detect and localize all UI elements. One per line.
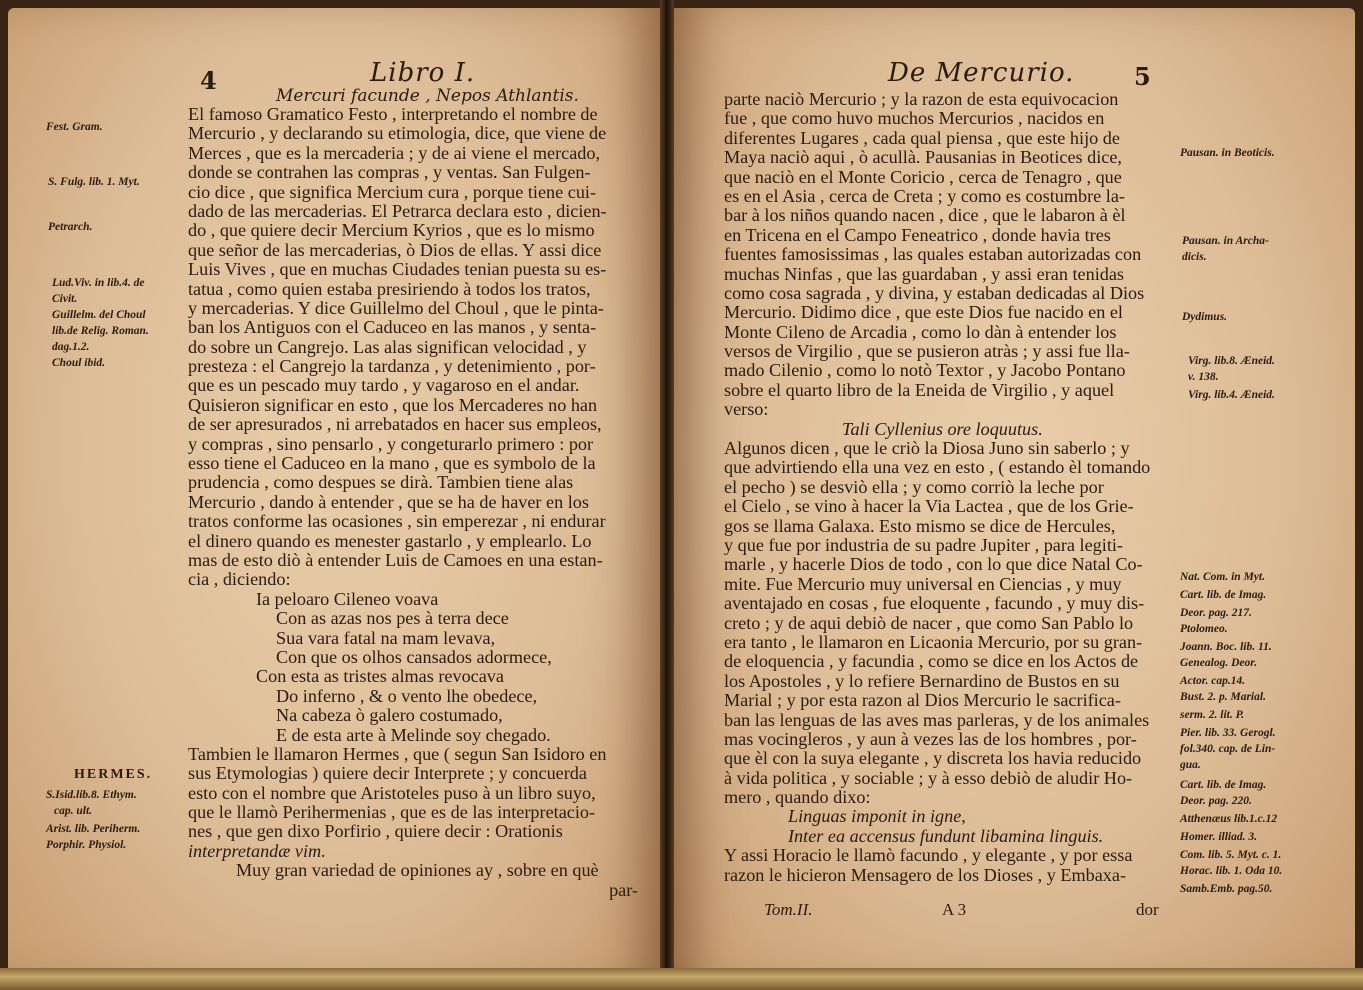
margin-note: Ptolomeo.	[1180, 623, 1228, 635]
margin-note: Genealog. Deor.	[1180, 657, 1257, 669]
text-line: bar à los niños quando nacen , dice , que le labaron à èl	[724, 205, 1126, 226]
verse-line: Tali Cyllenius ore loquutus.	[842, 418, 1043, 439]
text-line: razon le hicieron Mensagero de los Dioses , y Embaxa-	[724, 864, 1127, 885]
page-edge	[0, 968, 1363, 990]
verse-line: Do inferno , & o vento lhe obedece,	[276, 685, 538, 706]
verse-line: Na cabeza ò galero costumado,	[276, 705, 503, 726]
verse-line: Con esta as tristes almas revocava	[256, 666, 504, 687]
text-line: El famoso Gramatico Festo , interpretando el nombre de	[188, 104, 598, 124]
signature-mark: A 3	[942, 900, 967, 919]
section-heading: Mercuri facunde , Nepos Athlantis.	[276, 86, 579, 106]
text-line: sobre el quarto libro de la Eneida de Virgilio , y aquel	[724, 379, 1115, 400]
margin-heading: HERMES.	[74, 767, 153, 782]
catchword: par-	[609, 879, 638, 900]
verse-line: Sua vara fatal na mam levava,	[276, 627, 496, 648]
margin-note: Arist. lib. Periherm.	[46, 823, 141, 835]
margin-note: Atthenæus lib.1.c.12	[1180, 813, 1278, 825]
text-line: tatua , como quien estaba presiriendo à todos los tratos,	[188, 278, 591, 299]
text-line: ban los Antiguos con el Caduceo en las manos , y senta-	[188, 317, 597, 338]
margin-note: S. Fulg. lib. 1. Myt.	[48, 176, 140, 188]
text-line: que señor de las mercaderias, ò Dios de ellas. Y assi dice	[188, 239, 602, 260]
text-line: cia , diciendo:	[188, 569, 291, 590]
text-line: aventajado en cosas , fue eloquente , facundo , y muy dis-	[724, 593, 1145, 614]
text-line: creto ; y de aqui debiò de nacer , que como San Pablo lo	[724, 612, 1134, 633]
margin-note: S.Isid.lib.8. Ethym.	[46, 789, 137, 801]
margin-note: Dydimus.	[1182, 311, 1228, 323]
text-line: Luis Vives , que en muchas Ciudades tenian puesta su es-	[188, 259, 607, 280]
text-line: do sobre un Cangrejo. Las alas significan velocidad , y	[188, 336, 587, 357]
volume-label: Tom.II.	[764, 900, 813, 919]
text-line: mero , quando dixo:	[724, 787, 871, 808]
text-line: mado Cilenio , como lo notò Textor , y Jacobo Pontano	[724, 360, 1126, 381]
text-line: do , que quiere decir Mercium Kyrios , que es lo mismo	[188, 220, 595, 241]
text-line: tratos conforme las ocasiones , sin emperezar , ni endurar	[188, 511, 606, 532]
text-line: mas vocingleros , y aun à vezes las de los hombres , por-	[724, 728, 1137, 749]
margin-note: dicis.	[1182, 251, 1207, 263]
text-line: que es un pescado muy tardo , y vagaroso en el andar.	[188, 375, 580, 396]
margin-note: Virg. lib.4. Æneid.	[1188, 389, 1275, 401]
text-line: mas de esto diò à entender Luis de Camoes en una estan-	[188, 549, 603, 570]
text-line: Monte Cileno de Arcadia , como lo dàn à entender los	[724, 321, 1117, 342]
text-line: cio dice , que significa Mercium cura , porque tiene cui-	[188, 181, 597, 202]
text-line: Y assi Horacio le llamò facundo , y elegante , y por essa	[724, 845, 1133, 866]
margin-note: Guillelm. del Choul	[52, 309, 146, 321]
text-line: en Tricena en el Campo Feneatrico , donde havia tres	[724, 224, 1111, 245]
margin-note: Homer. illiad. 3.	[1180, 831, 1257, 843]
text-line: que èl con la suya elegante , y discreta los havia reducido	[724, 748, 1142, 769]
margin-note: Pausan. in Archa-	[1182, 235, 1269, 247]
margin-note: cap. ult.	[54, 805, 93, 817]
margin-note: Choul ibid.	[52, 357, 106, 369]
margin-note: Porphir. Physiol.	[46, 839, 127, 851]
verse-line: Con que os olhos cansados adormece,	[276, 646, 552, 667]
text-line: donde se contrahen las compras , y ventas. San Fulgen-	[188, 162, 591, 183]
text-line: fue , que como huvo muchos Mercurios , nacidos en	[724, 108, 1105, 129]
page-number: 4	[200, 66, 217, 95]
text-line: Merces , que es la mercaderia ; y de ai viene el mercado,	[188, 142, 601, 163]
text-line: ban las lenguas de las aves mas parleras, y de los animales	[724, 709, 1150, 730]
book-gutter	[660, 0, 674, 990]
text-line: prudencia , como despues se dirà. Tambien tiene alas	[188, 472, 574, 493]
text-line: Marial ; y por esta razon al Dios Mercurio le sacrifica-	[724, 690, 1121, 711]
right-page	[670, 8, 1355, 980]
text-line: Muy gran variedad de opiniones ay , sobre en què	[236, 860, 599, 881]
margin-note: Deor. pag. 220.	[1180, 795, 1252, 807]
text-line: parte naciò Mercurio ; y la razon de esta equivocacion	[724, 89, 1119, 109]
text-line: diferentes Lugares , cada qual piensa , que este hijo de	[724, 127, 1120, 148]
text-line: es en el Asia , cerca de Creta ; y como es costumbre la-	[724, 185, 1125, 206]
margin-note: Deor. pag. 217.	[1180, 607, 1252, 619]
margin-note: Pausan. in Beoticis.	[1180, 147, 1275, 159]
text-line: que le llamò Perihermenias , que es de las interpretacio-	[188, 802, 596, 823]
text-line: verso:	[724, 399, 769, 420]
text-line: el pecho ) se desviò ella ; y como corriò la leche por	[724, 476, 1104, 497]
margin-note: Com. lib. 5. Myt. c. 1.	[1180, 849, 1282, 861]
margin-note: Cart. lib. de Imag.	[1180, 779, 1267, 791]
margin-note: Lud.Viv. in lib.4. de	[52, 277, 145, 289]
verse-line: E de esta arte à Melinde soy chegado.	[276, 724, 551, 745]
text-line: sus Etymologias ) quiere decir Interprete ; y concuerda	[188, 763, 587, 784]
margin-note: Joann. Boc. lib. 11.	[1180, 641, 1272, 653]
text-line: Algunos dicen , que le criò la Diosa Juno sin saberlo ; y	[724, 438, 1130, 459]
margin-note: Samb.Emb. pag.50.	[1180, 883, 1273, 895]
text-line: y mercaderias. Y dice Guillelmo del Choul , que le pinta-	[188, 297, 604, 318]
text-line: los Apostoles , y lo refiere Bernardino de Bustos en su	[724, 670, 1120, 691]
margin-note: Civit.	[52, 293, 78, 305]
verse-line: Inter ea accensus fundunt libamina linguis.	[788, 825, 1104, 846]
text-line: de ser apresurados , ni arrebatados en hacer sus empleos,	[188, 414, 602, 435]
margin-note: dag.1.2.	[52, 341, 90, 353]
text-line: esso tiene el Caduceo en la mano , que es symbolo de la	[188, 453, 596, 474]
page-number: 5	[1134, 62, 1151, 91]
verse-line: Ia peloaro Cileneo voava	[256, 588, 439, 609]
text-line: fuentes famosissimas , las quales estaban autorizadas con	[724, 244, 1142, 265]
margin-note: gua.	[1180, 759, 1201, 771]
text-line: marle , y hacerle Dios de todo , con lo que dice Natal Co-	[724, 554, 1143, 575]
running-title: Libro I.	[370, 58, 476, 88]
text-line: esto con el nombre que Aristoteles puso à un libro suyo,	[188, 782, 596, 803]
margin-note: serm. 2. lit. P.	[1180, 709, 1245, 721]
text-line: Quisieron significar en esto , que los Mercaderes no han	[188, 394, 598, 415]
margin-note: Pier. lib. 33. Gerogl.	[1180, 727, 1276, 739]
text-line: Tambien le llamaron Hermes , que ( segun San Isidoro en	[188, 743, 607, 764]
verse-line: Con as azas nos pes à terra dece	[276, 608, 509, 629]
text-line: como cosa sagrada , y divina, y estaban dedicadas al Dios	[724, 282, 1145, 303]
text-line: era tanto , le llamaron en Licaonia Mercurio, por su gran-	[724, 631, 1143, 652]
catchword: dor	[1136, 900, 1159, 919]
text-line: gos se llama Galaxa. Esto mismo se dice de Hercules,	[724, 515, 1116, 536]
margin-note: Actor. cap.14.	[1180, 675, 1246, 687]
text-line: Maya naciò aqui , ò acullà. Pausanias in Beotices dice,	[724, 147, 1122, 168]
margin-note: Bust. 2. p. Marial.	[1180, 691, 1266, 703]
margin-note: Petrarch.	[48, 221, 93, 233]
margin-note: fol.340. cap. de Lin-	[1180, 743, 1276, 755]
margin-note: Cart. lib. de Imag.	[1180, 589, 1267, 601]
text-line: el Cielo , se vino à hacer la Via Lactea , que de los Grie-	[724, 496, 1134, 517]
left-page	[8, 8, 663, 980]
text-line: à vida politica , y sociable ; y à esso debiò de aludir Ho-	[724, 767, 1133, 788]
text-line: nes , que gen dixo Porfirio , quiere decir : Orationis	[188, 821, 563, 842]
text-line: dado de las mercaderias. El Petrarca declara esto , dicien-	[188, 200, 607, 221]
text-line: Mercurio. Didimo dice , que este Dios fue nacido en el	[724, 302, 1123, 323]
text-line: mite. Fue Mercurio muy universal en Ciencias , y muy	[724, 573, 1122, 594]
verse-line: Linguas imponit in igne,	[788, 806, 966, 827]
text-line: Mercurio , dando à entender , que se ha de haver en los	[188, 491, 589, 512]
text-line: muchas Ninfas , que las guardaban , y assi eran tenidas	[724, 263, 1125, 284]
text-line: el dinero quando es menester gastarlo , y emplearlo. Lo	[188, 530, 592, 551]
margin-note: Fest. Gram.	[46, 121, 103, 133]
body-text	[188, 105, 638, 900]
text-line: interpretandæ vim.	[188, 840, 326, 861]
margin-note: Horac. lib. 1. Oda 10.	[1180, 865, 1283, 877]
body-text	[724, 90, 1150, 885]
margin-note: Virg. lib.8. Æneid.	[1188, 355, 1275, 367]
running-title: De Mercurio.	[888, 58, 1075, 88]
text-line: que advirtiendo ella una vez en esto , ( estando èl tomando	[724, 457, 1151, 478]
margin-note: v. 138.	[1188, 371, 1219, 383]
text-line: que naciò en el Monte Coricio , cerca de Tenagro , que	[724, 166, 1122, 187]
margin-note: lib.de Relig. Roman.	[52, 325, 149, 337]
text-line: y que fue por industria de su padre Jupiter , para legiti-	[724, 534, 1123, 555]
text-line: presteza : el Cangrejo la tardanza , y detenimiento , por-	[188, 356, 596, 377]
text-line: versos de Virgilio , que se pusieron atràs ; y assi fue lla-	[724, 341, 1130, 362]
text-line: y compras , sino pensarlo , y congeturarlo primero : por	[188, 433, 594, 454]
margin-note: Nat. Com. in Myt.	[1180, 571, 1265, 583]
text-line: Mercurio , y declarando su etimologia, dice, que viene de	[188, 123, 607, 144]
text-line: de eloquencia , y facundia , como se dice en los Actos de	[724, 651, 1139, 672]
